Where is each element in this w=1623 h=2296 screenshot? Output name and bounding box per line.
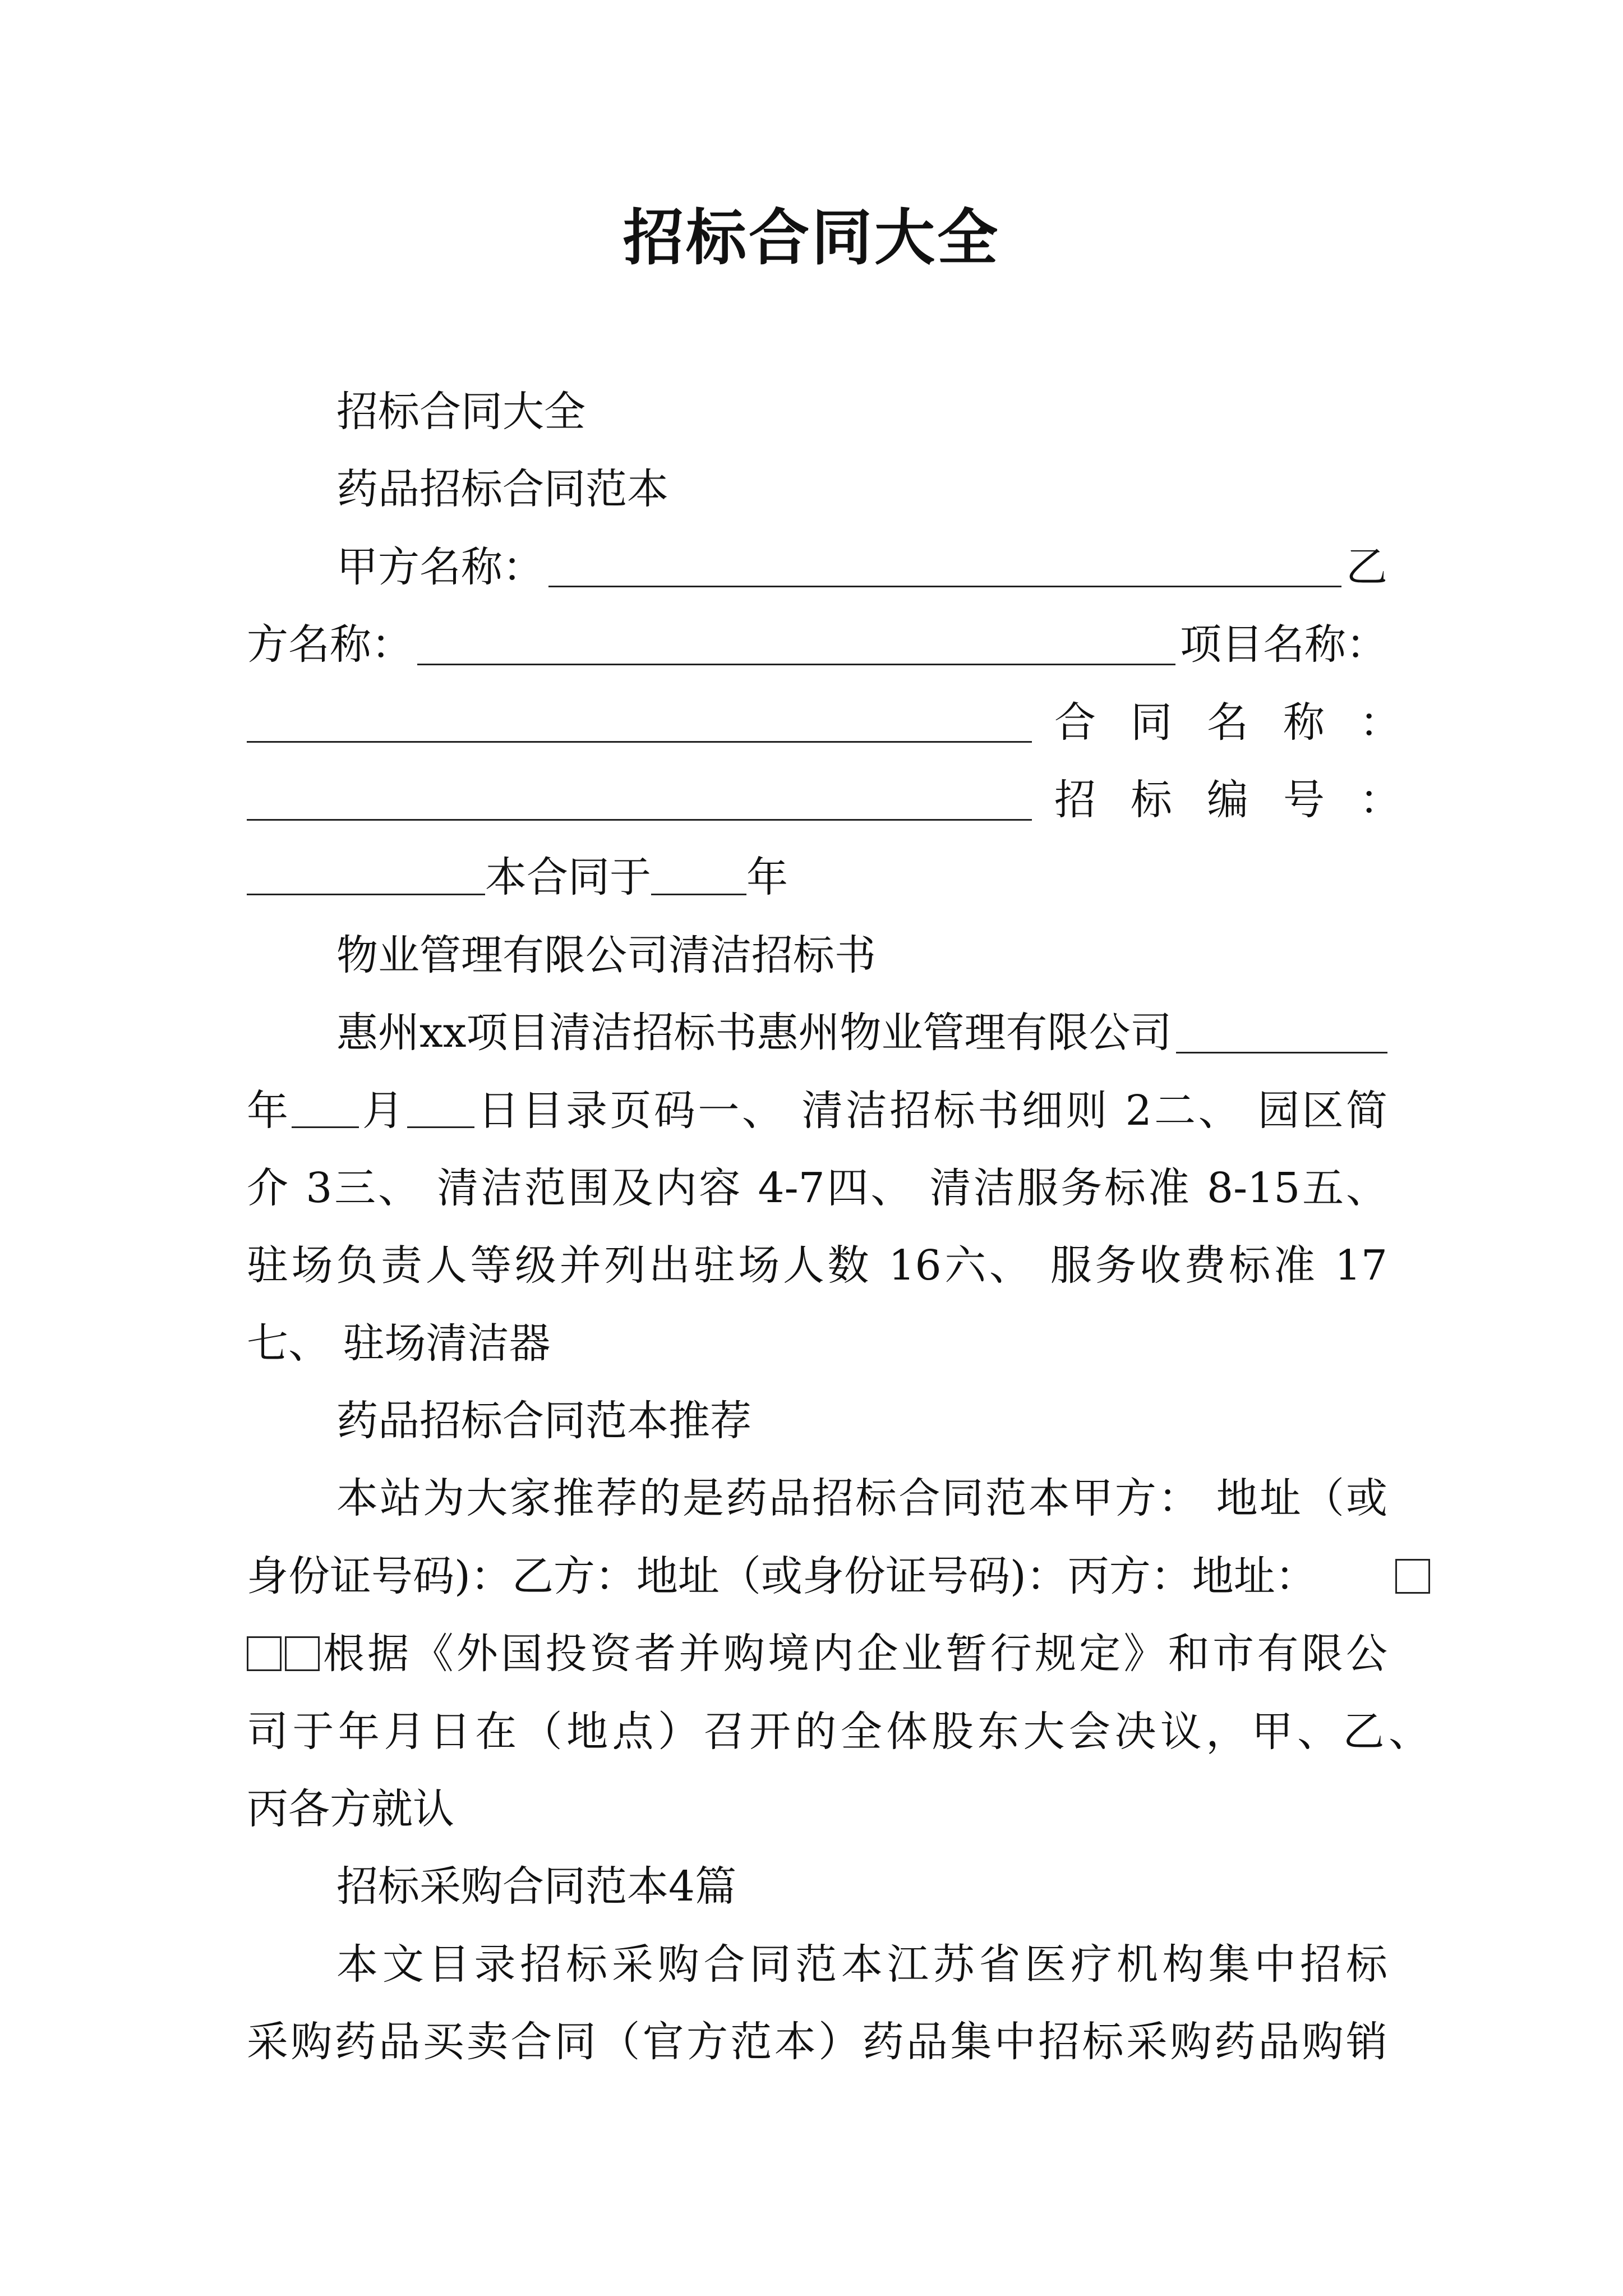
paragraph-heading-3 <box>247 917 1387 994</box>
paragraph-line <box>247 1305 1387 1382</box>
party-a-blank <box>548 546 1341 587</box>
paragraph-text: 物业管理有限公司清洁招标书 <box>336 931 876 979</box>
project-name-blank <box>247 702 1032 743</box>
party-b-label: 方名称： <box>247 620 413 669</box>
paragraph-heading-5 <box>247 1848 1387 1925</box>
paragraph-text: 药品招标合同范本推荐 <box>336 1397 751 1446</box>
paragraph-text: 身份证号码)：乙方：地址（或身份证号码)：丙方：地址： <box>247 1552 1317 1600</box>
paragraph-text: 日目录页码一、 清洁招标书细则 2二、 园区简 <box>478 1086 1387 1135</box>
paragraph-line <box>247 1072 1387 1149</box>
paragraph-line <box>247 2003 1387 2081</box>
paragraph-text: 月 <box>362 1086 404 1135</box>
paragraph-text: 招标采购合同范本4篇 <box>336 1862 737 1911</box>
paragraph-text: 本站为大家推荐的是药品招标合同范本甲方： 地址（或 <box>336 1474 1387 1523</box>
year-blank <box>651 860 746 895</box>
paragraph-line <box>247 1149 1387 1227</box>
paragraph-text: 介 3三、 清洁范围及内容 4-7四、 清洁服务标准 8-15五、 <box>247 1163 1387 1212</box>
party-b-line <box>247 606 1387 683</box>
paragraph-line <box>247 1227 1387 1304</box>
paragraph-line <box>247 1926 1387 2003</box>
document-body <box>247 373 1436 2081</box>
contract-name-label: 合同名称： <box>1054 698 1436 747</box>
contract-name-line <box>247 684 1436 761</box>
document-title: 招标合同大全 <box>623 203 1000 273</box>
project-name-label: 项目名称： <box>1180 620 1387 669</box>
tender-number-label: 招标编号： <box>1054 775 1436 824</box>
paragraph-heading-2 <box>247 450 1387 528</box>
paragraph-line <box>247 1615 1387 1692</box>
contract-date-text: 本合同于 <box>485 853 651 902</box>
date-blank <box>1176 1013 1387 1053</box>
party-a-line <box>247 528 1387 606</box>
month-blank <box>292 1093 359 1128</box>
party-a-tail: 乙 <box>1346 542 1387 591</box>
paragraph-text: 驻场负责人等级并列出驻场人数 16六、 服务收费标准 17 <box>247 1241 1387 1290</box>
contract-date-line <box>247 839 1387 916</box>
box-glyph <box>285 1636 320 1671</box>
paragraph-text: 丙各方就认 <box>247 1785 454 1834</box>
tender-number-line <box>247 761 1436 839</box>
paragraph-text: 采购药品买卖合同（官方范本）药品集中招标采购药品购销 <box>247 2018 1387 2067</box>
paragraph-text: 招标合同大全 <box>336 388 585 436</box>
box-glyph <box>247 1636 282 1671</box>
paragraph-text: 司于年月日在（地点）召开的全体股东大会决议，甲、乙、 <box>247 1707 1430 1756</box>
day-blank <box>407 1093 474 1128</box>
contract-name-blank <box>247 780 1032 821</box>
paragraph-line <box>247 994 1387 1071</box>
paragraph-text: 年 <box>247 1086 288 1135</box>
paragraph-text: 根据《外国投资者并购境内企业暂行规定》和市有限公 <box>323 1630 1387 1678</box>
tender-number-blank <box>247 860 485 895</box>
paragraph-line <box>247 1538 1430 1615</box>
party-b-blank <box>417 624 1175 665</box>
paragraph-text: 七、 驻场清洁器 <box>247 1319 551 1368</box>
paragraph-text: 惠州xx项目清洁招标书惠州物业管理有限公司 <box>336 1009 1172 1057</box>
paragraph-line <box>247 1460 1387 1537</box>
paragraph-line <box>247 1693 1430 1770</box>
paragraph-text: 本文目录招标采购合同范本江苏省医疗机构集中招标 <box>336 1940 1387 1989</box>
paragraph-heading-4 <box>247 1382 1387 1460</box>
party-a-label: 甲方名称： <box>336 542 544 591</box>
paragraph-text: 药品招标合同范本 <box>336 465 668 514</box>
paragraph-line <box>247 1770 1387 1848</box>
contract-year-text: 年 <box>746 853 788 902</box>
box-glyph <box>1395 1559 1430 1594</box>
paragraph-heading-1 <box>247 373 1387 450</box>
